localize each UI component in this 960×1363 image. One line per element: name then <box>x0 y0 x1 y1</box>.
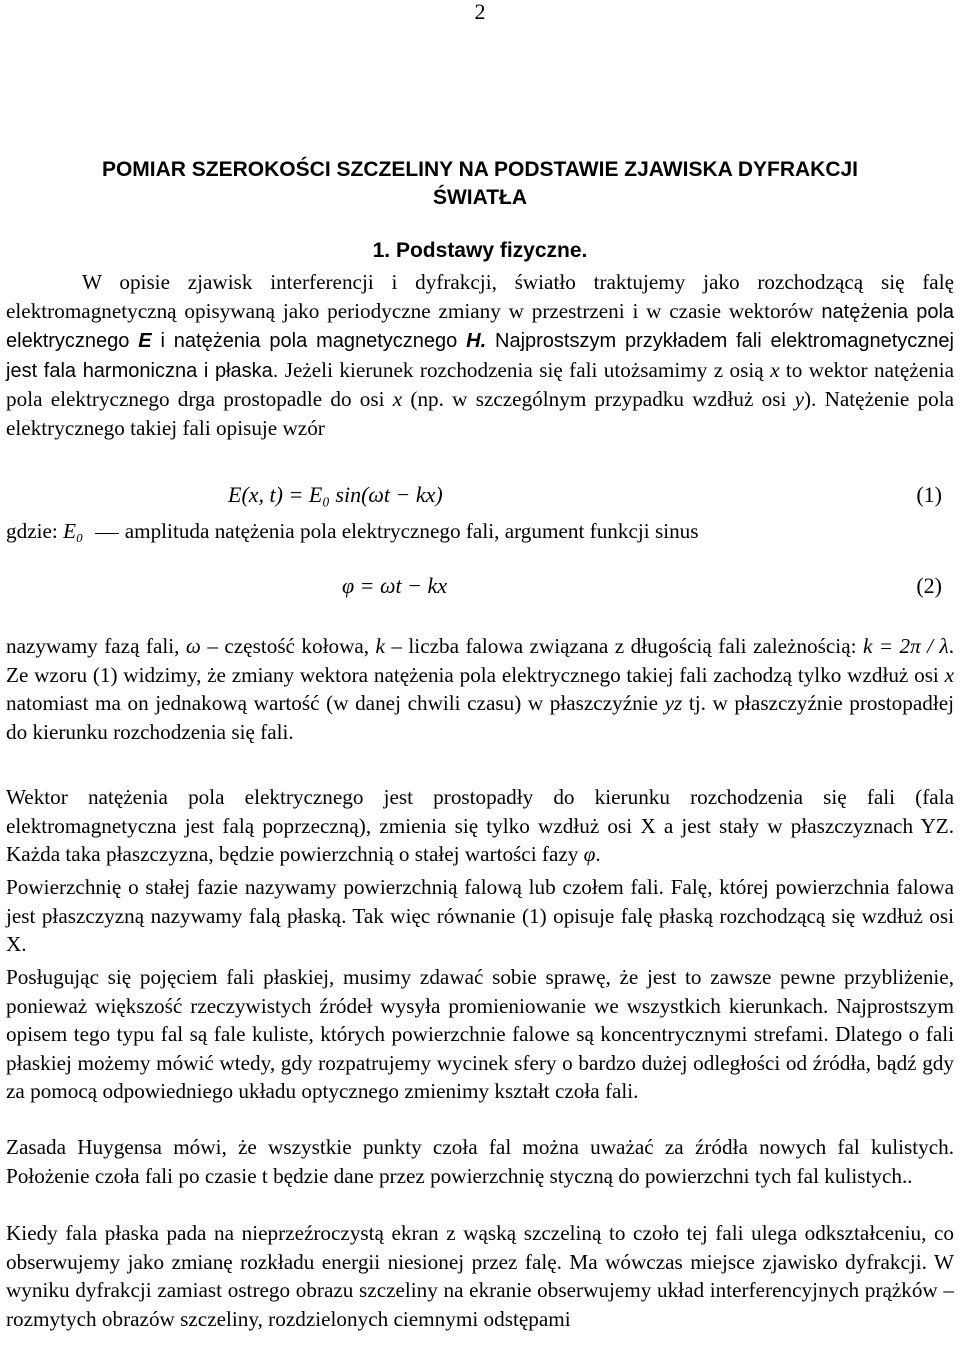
paragraph-6 <box>6 1133 954 1190</box>
document-title-line-2: ŚWIATŁA <box>432 186 528 209</box>
p1-text-e: Jeżeli kierunek rozchodzenia się fali utożsamimy z osią <box>278 357 771 382</box>
symbol-phi: φ <box>583 842 596 867</box>
page-number: 2 <box>474 0 486 24</box>
symbol-y: y <box>794 387 804 412</box>
p1-text-d: Najprostszym przykładem fali elektromagnetycznej jest fala harmoniczna i płaska. <box>6 330 954 382</box>
paragraph-7 <box>6 1219 954 1333</box>
symbol-E0: E₀ <box>63 519 84 543</box>
equation-1-number: (1) <box>916 482 942 507</box>
paragraph-1 <box>6 268 954 443</box>
section-heading: 1. Podstawy fizyczne. <box>372 239 588 262</box>
symbol-x: x <box>392 387 403 412</box>
equation-2 <box>342 571 447 601</box>
p2-text-a: nazywamy fazą fali, <box>6 634 186 658</box>
p2-text-b: – częstość kołowa, <box>200 634 376 658</box>
p3-text-b: . <box>595 842 601 867</box>
p2-text-d: . Ze wzoru (1) widzimy, że zmiany wektora natężenia pola elektrycznego takiej fali zachodzą tylko wzdłuż osi <box>6 634 954 687</box>
p7-text: Kiedy fala płaska pada na nieprzeźroczystą ekran z wąską szczeliną to czoło tej fali ulega odkształceniu, co obserwujemy jako zmianę rozkładu energii niesionej przez falę. Ma wówczas miejsce zjawisko dyfrakcji. W wyniku dyfrakcji zamiast ostrego obrazu szczeliny na ekranie obserwujemy układ interferencyjnych prążków – rozmytych obrazów szczeliny, rozdzielonych ciemnymi odstępami <box>6 1221 954 1331</box>
paragraph-5 <box>6 963 954 1106</box>
p1-text-c: i natężenia pola magnetycznego <box>151 330 467 353</box>
paragraph-3 <box>6 783 954 869</box>
symbol-E: E <box>138 330 152 353</box>
p2-text-e: natomiast ma on jednakową wartość (w danej chwili czasu) w płaszczyźnie <box>6 691 665 716</box>
symbol-yz: yz <box>664 691 683 716</box>
p3-text-a: Wektor natężenia pola elektrycznego jest prostopadły do kierunku rozchodzenia się fali (fala elektromagnetyczna jest falą poprzeczną), zmienia się tylko wzdłuż osi X a jest stały w płaszczyznach YZ. Każda taka płaszczyzna, będzie powierzchnią o stałej wartości fazy <box>6 785 954 867</box>
p6-text: Zasada Huygensa mówi, że wszystkie punkty czoła fal można uważać za źródła nowych fal kulistych. Położenie czoła fali po czasie t będzie dane przez powierzchnię styczną do powierzchni tych fal kulistych.. <box>6 1135 954 1188</box>
p1-text-a: W opisie zjawisk interferencji i dyfrakcji, światło traktujemy jako rozchodzącą się falę elektromagnetyczną opisywaną jako periodyczne zmiany w przestrzeni i w czasie wektorów <box>6 270 954 323</box>
symbol-k: k <box>375 634 385 658</box>
paragraph-4 <box>6 873 954 959</box>
wave-number-formula: k = 2π / λ <box>862 634 949 658</box>
p2-text-c: – liczba falowa związana z długością fali zależnością: <box>384 634 863 658</box>
symbol-omega: ω <box>185 634 201 658</box>
p1-text-h: ). Natężenie pola elektrycznego takiej fali opisuje wzór <box>6 387 954 440</box>
equation-2-number: (2) <box>916 573 942 598</box>
gdzie-line <box>6 517 954 546</box>
p5-text: Posługując się pojęciem fali płaskiej, musimy zdawać sobie sprawę, że jest to zawsze pewne przybliżenie, ponieważ większość rzeczywistych źródeł wysyła promieniowanie we wszystkich kierunkach. Najprostszym opisem tego typu fal są fale kuliste, których powierzchnie falowe są koncentrycznymi strefami. Dlatego o fali płaskiej możemy mówić wtedy, gdy rozpatrujemy wycinek sfery o bardzo dużej odległości od źródła, bądź gdy za pomocą odpowiedniego układu optycznego zmienimy kształt czoła fali. <box>6 965 954 1104</box>
document-title-line-1: POMIAR SZEROKOŚCI SZCZELINY NA PODSTAWIE ZJAWISKA DYFRAKCJI <box>101 158 859 181</box>
p1-text-b: natężenia pola elektrycznego <box>6 300 955 353</box>
gdzie-text: amplituda natężenia pola elektrycznego fali, argument funkcji sinus <box>119 519 699 543</box>
equation-2-formula: φ = ωt − kx <box>342 573 448 598</box>
equation-1 <box>228 480 443 510</box>
p1-text-g: (np. w szczególnym przypadku wzdłuż osi <box>402 387 795 412</box>
symbol-H: H. <box>466 330 487 353</box>
symbol-x: x <box>944 662 954 687</box>
gdzie-label: gdzie: <box>6 519 64 543</box>
dash <box>95 533 119 534</box>
p4-text: Powierzchnię o stałej fazie nazywamy powierzchnią falową lub czołem fali. Falę, której powierzchnia falowa jest płaszczyzną nazywamy falą płaską. Tak więc równanie (1) opisuje falę płaską rozchodzącą się wzdłuż osi X. <box>6 875 954 957</box>
equation-1-formula: E(x, t) = E₀ sin(ωt − kx) <box>228 482 443 507</box>
p2-text-f: tj. w płaszczyźnie prostopadłej do kierunku rozchodzenia się fali. <box>6 691 954 744</box>
symbol-x: x <box>770 357 780 382</box>
p1-text-f: to wektor natężenia pola elektrycznego drga prostopadle do osi <box>6 357 954 412</box>
paragraph-2 <box>6 632 954 746</box>
